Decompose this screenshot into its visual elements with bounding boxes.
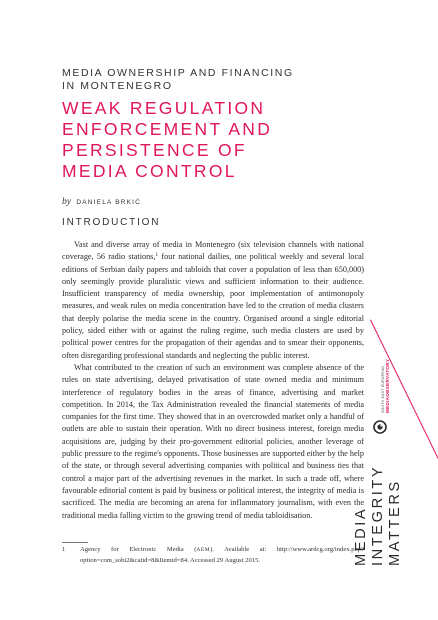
title-line: ENFORCEMENT AND	[62, 119, 273, 139]
paragraph-text: four national dailies, one political weekly and several local editions of Serbian daily papers and tabloids that cover a population of less than 650,000) only seemingly provide pluralistic views and sufficient information to their audience. Insufficient transparency of media ownership, poor implementation of antimonopoly measures, and weak rules on media concentration have led to the creation of media clusters that deeply polarise the media scene in the country. Organised around a single editorial policy, sided either with or against the ruling regime, such media clusters are used by political power centres for the propagation of their agendas and to smear their opponents, often disregarding professional standards and neglecting the public interest.	[62, 252, 364, 360]
sidebar-tagline-line: MATTERS	[387, 479, 403, 566]
sidebar-tagline-line: INTEGRITY	[370, 464, 386, 566]
logo-text-line-2: MEDIAOBSERVATORY	[385, 358, 390, 413]
kicker-line-2: IN MONTENEGRO	[62, 80, 173, 92]
paragraph	[62, 239, 364, 362]
byline	[62, 197, 141, 207]
paragraph: What contributed to the creation of such an environment was complete absence of the rules on state advertising, delayed privatisation of state owned media and minimum interference of regulatory bodies in the areas of finance, advertising and market competition. In 2014, the Tax Administration revealed the financial statements of media companies for the first time. They showed that in an overcrowded market only a handful of outlets are able to sustain their operation. With no direct business interest, foreign media acquisitions are, judging by their pro-government editorial policies, another leverage of public pressure to the regime's opponents. Those businesses are supported either by the help of the state, or through several advertising companies with political and business ties that control a major part of the advertising revenues in the market. In such a trade off, where favourable editorial content is paid by business or political interest, the integrity of media is sacrificed. The media are becoming an arena for inflammatory journalism, with even the traditional media falling victim to the growing trend of media tabloidisation.	[62, 362, 364, 520]
footnote-abbr: AEM	[196, 547, 211, 553]
author-name: DANIELA BRKIĆ	[76, 199, 142, 206]
logo-text-line-1: SOUTH EAST EUROPEAN	[381, 365, 385, 413]
kicker-line-1: MEDIA OWNERSHIP AND FINANCING	[62, 67, 294, 79]
byline-prefix: by	[62, 197, 71, 207]
article-kicker	[62, 67, 362, 93]
title-line: MEDIA CONTROL	[62, 161, 237, 181]
footnote-text-part: Agency for Electronic Media (	[80, 546, 197, 553]
footnote-divider	[62, 542, 88, 543]
footnote	[62, 545, 364, 565]
footnote-ref[interactable]: 1	[155, 252, 159, 259]
article-title	[62, 98, 382, 182]
sidebar-tagline-line: MEDIA	[353, 506, 369, 566]
article-body	[62, 239, 364, 522]
footnote-text-part[interactable]: ). Available at: http://www.ardcg.org/index.php?option=com_sobi2&catid=8&Itemid=84. Accessed 29 August 2015.	[80, 546, 365, 564]
section-heading: INTRODUCTION	[62, 217, 161, 228]
title-line: PERSISTENCE OF	[62, 140, 247, 160]
media-observatory-logo-icon	[373, 420, 387, 434]
footnote-text	[80, 545, 364, 565]
title-line: WEAK REGULATION	[62, 98, 266, 118]
paragraph-text: Vast and diverse array of media in Montenegro (six television channels with national coverage, 56 radio stations,	[62, 240, 364, 262]
footnote-number: 1	[62, 546, 66, 553]
